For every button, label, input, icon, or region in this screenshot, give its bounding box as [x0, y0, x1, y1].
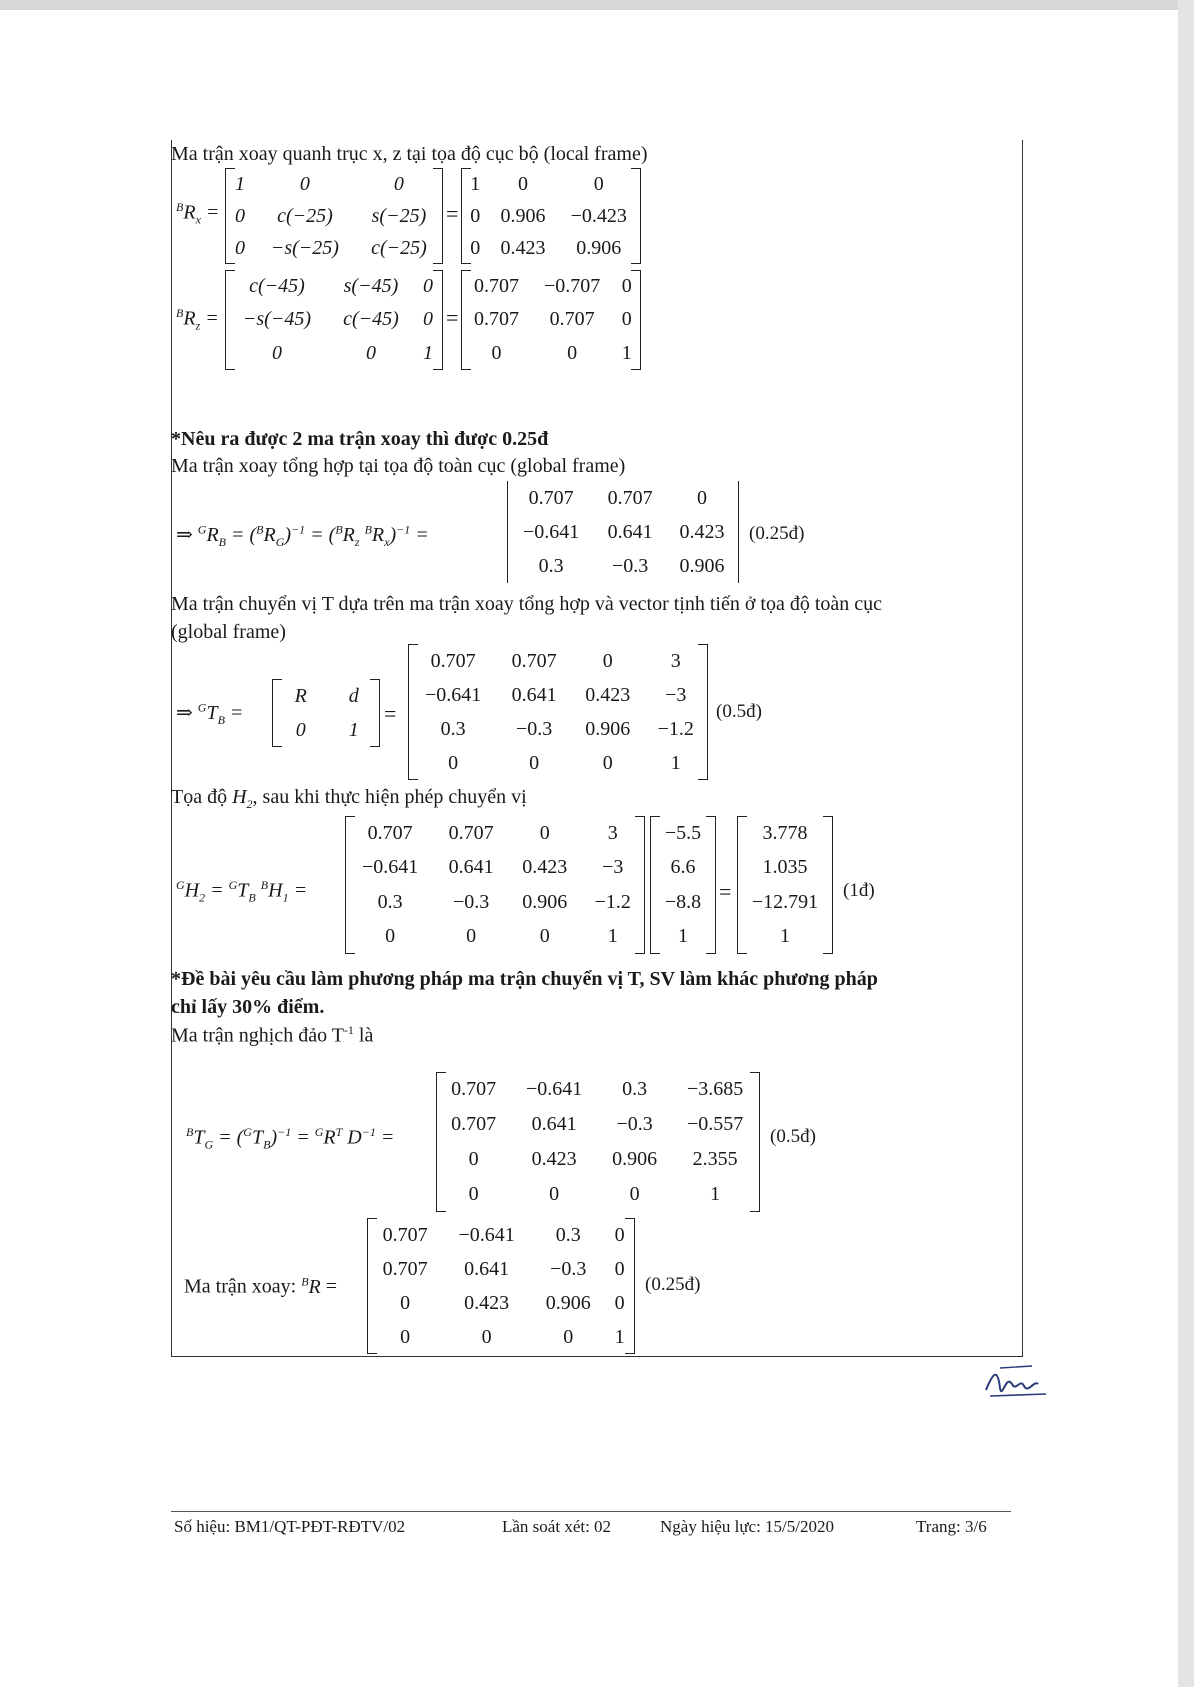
matrix-cell: 0.641	[607, 520, 653, 543]
matrix-cell: −0.3	[616, 1113, 653, 1135]
matrix-cell: c(−45)	[343, 308, 399, 331]
matrix-cell: 0.641	[464, 1257, 510, 1280]
matrix-cell: 1	[621, 341, 632, 364]
matrix-cell: 0	[470, 236, 481, 259]
rz-lhs: $^BR_z$ =	[176, 306, 219, 333]
matrix-cell: 0.707	[607, 486, 653, 509]
matrix-cell: 1	[780, 925, 790, 948]
matrix-cell: 0	[470, 204, 481, 227]
rz-symbolic-matrix	[225, 270, 443, 370]
matrix-cell: 0	[697, 486, 708, 509]
matrix-cell: −0.641	[361, 856, 419, 879]
matrix-cell: 1.035	[762, 856, 808, 879]
matrix-cell: −0.641	[458, 1223, 515, 1246]
heading-global-rotation: Ma trận xoay tổng hợp tại tọa độ toàn cục (global frame)	[171, 455, 626, 477]
rx-lhs: $^BR_x$ =	[176, 200, 220, 227]
matrix-cell: 6.6	[670, 856, 696, 879]
matrix-cell: 0	[400, 1325, 411, 1348]
matrix-cell: 0.3	[377, 890, 403, 913]
matrix-cell: 0.423	[522, 856, 568, 879]
matrix-cell: 0	[468, 1148, 479, 1170]
matrix-cell: 0.423	[531, 1148, 577, 1170]
matrix-cell: 0.707	[451, 1078, 497, 1100]
matrix-cell: 0	[614, 1291, 625, 1314]
matrix-cell: −8.8	[664, 890, 702, 913]
matrix-cell: 0	[629, 1183, 640, 1205]
matrix-cell: 0.906	[576, 236, 622, 259]
h1-vector	[650, 816, 716, 954]
matrix-cell: 0.707	[448, 821, 494, 844]
matrix-cell: R	[294, 684, 307, 707]
matrix-cell: −0.641	[525, 1078, 583, 1100]
matrix-cell: 0	[614, 1223, 625, 1246]
matrix-cell: 1	[607, 925, 618, 948]
matrix-cell: −0.423	[570, 204, 627, 227]
matrix-cell: 0	[271, 341, 282, 364]
matrix-cell: 0.906	[500, 204, 546, 227]
matrix-cell: 0	[602, 649, 613, 672]
matrix-cell: 0.423	[500, 236, 546, 259]
matrix-cell: 0.3	[622, 1078, 648, 1100]
matrix-cell: 0	[234, 204, 245, 227]
footer-doc-number: Số hiệu: BM1/QT-PĐT-RĐTV/02	[174, 1517, 406, 1536]
matrix-cell: −12.791	[751, 890, 819, 913]
tb-block-matrix	[272, 679, 380, 747]
matrix-cell: s(−25)	[371, 204, 427, 227]
matrix-cell: 1	[470, 172, 481, 195]
matrix-cell: 0	[234, 236, 245, 259]
h2-lhs: $^GH_2 = ^GT_B$ $^BH_1$ =	[176, 878, 308, 905]
matrix-cell: 0	[423, 308, 433, 331]
heading-inverse: Ma trận nghịch đảo $T^{-1}$ là	[171, 1023, 374, 1047]
matrix-cell: 0	[295, 718, 306, 741]
matrix-cell: 3	[670, 649, 681, 672]
matrix-cell: 1	[614, 1325, 625, 1348]
matrix-cell: 0	[518, 172, 529, 195]
matrix-cell: 0	[468, 1183, 479, 1205]
matrix-cell: −0.641	[424, 683, 482, 706]
matrix-cell: −1.2	[657, 717, 694, 740]
heading-h2: Tọa độ $H_2$, sau khi thực hiện phép chuyển vị	[171, 786, 527, 811]
rotation-label: Ma trận xoay: $^B$R =	[184, 1274, 338, 1298]
matrix-cell: 0.641	[448, 856, 494, 879]
h2-transform-matrix	[345, 816, 645, 954]
matrix-cell: 0.423	[464, 1291, 510, 1314]
equals-sign: =	[719, 879, 732, 904]
matrix-cell: 0.3	[555, 1223, 581, 1246]
matrix-cell: 0	[539, 821, 550, 844]
matrix-cell: 0.906	[522, 890, 568, 913]
matrix-cell: 0	[614, 1257, 625, 1280]
matrix-cell: c(−25)	[371, 236, 427, 259]
matrix-cell: −0.641	[522, 520, 580, 543]
signature-mark	[980, 1360, 1050, 1406]
note-two-matrices: *Nêu ra được 2 ma trận xoay thì được 0.25đ	[171, 428, 549, 450]
matrix-cell: −5.5	[664, 821, 702, 844]
matrix-cell: 0.3	[538, 554, 564, 577]
matrix-cell: 0.707	[367, 821, 413, 844]
points-rfinal: (0.25đ)	[645, 1274, 701, 1295]
matrix-cell: 0	[539, 925, 550, 948]
matrix-cell: 3	[607, 821, 618, 844]
footer-revision: Lần soát xét: 02	[502, 1517, 612, 1536]
matrix-cell: 1	[348, 718, 359, 741]
matrix-cell: 0	[491, 341, 502, 364]
matrix-cell: −0.557	[686, 1113, 744, 1135]
matrix-cell: −0.3	[550, 1257, 587, 1280]
matrix-cell: 1	[710, 1183, 721, 1205]
matrix-cell: 0	[385, 925, 396, 948]
matrix-cell: 0.423	[585, 683, 631, 706]
matrix-cell: 1	[423, 341, 433, 364]
scan-edge-top	[0, 0, 1194, 10]
matrix-cell: 3.778	[762, 821, 808, 844]
matrix-cell: 0.707	[511, 649, 557, 672]
matrix-cell: 1	[670, 751, 681, 774]
matrix-cell: 0.641	[511, 683, 557, 706]
matrix-cell: 0.707	[451, 1113, 497, 1135]
tb-matrix	[408, 644, 708, 780]
matrix-cell: 0	[481, 1325, 492, 1348]
matrix-cell: 0.423	[679, 520, 725, 543]
tb-lhs: ⇒ $^GT_B$ =	[176, 700, 244, 727]
matrix-cell: −0.3	[611, 554, 649, 577]
matrix-cell: −s(−45)	[242, 308, 311, 331]
points-h2: (1đ)	[843, 880, 875, 901]
matrix-cell: 1	[234, 172, 245, 195]
matrix-cell: 0.707	[549, 308, 595, 331]
footer-page: Trang: 3/6	[916, 1517, 987, 1536]
footer-effective-date: Ngày hiệu lực: 15/5/2020	[660, 1517, 834, 1536]
points-rb: (0.25đ)	[749, 523, 805, 544]
heading-rotation: Ma trận xoay quanh trục x, z tại tọa độ cục bộ (local frame)	[171, 143, 648, 165]
matrix-cell: −0.707	[543, 275, 601, 298]
matrix-cell: 0.906	[545, 1291, 591, 1314]
matrix-cell: 0.906	[612, 1148, 658, 1170]
matrix-cell: 0	[393, 172, 404, 195]
matrix-cell: 0	[423, 275, 433, 298]
equals-sign: =	[446, 305, 459, 330]
matrix-cell: 0	[299, 172, 310, 195]
matrix-cell: 0.707	[382, 1257, 428, 1280]
equals-sign: =	[446, 201, 459, 226]
matrix-cell: −s(−25)	[270, 236, 339, 259]
matrix-cell: 1	[678, 925, 688, 948]
matrix-cell: 0.906	[679, 554, 725, 577]
matrix-cell: 0	[400, 1291, 411, 1314]
matrix-cell: 0	[529, 751, 540, 774]
matrix-cell: 0	[466, 925, 477, 948]
matrix-cell: 0	[593, 172, 604, 195]
rotation-final-matrix	[367, 1218, 635, 1354]
points-tb: (0.5đ)	[716, 701, 762, 722]
matrix-cell: −0.3	[515, 717, 553, 740]
matrix-cell: 0	[621, 308, 632, 331]
scan-edge-right	[1178, 0, 1194, 1687]
matrix-cell: 0.707	[473, 308, 519, 331]
matrix-cell: 0.707	[528, 486, 574, 509]
rx-numeric-matrix	[461, 168, 641, 264]
matrix-cell: −0.3	[452, 890, 490, 913]
matrix-cell: 0.707	[473, 275, 519, 298]
heading-transform-line2: (global frame)	[171, 621, 286, 643]
tinv-matrix	[436, 1072, 760, 1212]
rb-lhs: ⇒ $^GR_B = (^BR_G)^{-1} = (^BR_z$ $^BR_x)^{-1}$ =	[176, 522, 429, 549]
matrix-cell: 0.3	[440, 717, 466, 740]
h2-result-vector	[737, 816, 833, 954]
matrix-cell: 0	[602, 751, 613, 774]
equals-sign: =	[384, 701, 397, 726]
footer-divider	[171, 1511, 1011, 1512]
matrix-cell: 0.707	[382, 1223, 428, 1246]
rx-symbolic-matrix	[225, 168, 443, 264]
matrix-cell: 0	[563, 1325, 574, 1348]
tinv-lhs: $^BT_G = (^GT_B)^{-1} = ^GR^T$ $D^{-1}$ =	[186, 1125, 395, 1152]
matrix-cell: −3	[665, 683, 687, 706]
note-method-line2: chỉ lấy 30% điểm.	[171, 996, 325, 1018]
matrix-cell: 0	[448, 751, 459, 774]
matrix-cell: −1.2	[594, 890, 631, 913]
matrix-cell: 0.641	[531, 1113, 577, 1135]
heading-transform-line1: Ma trận chuyển vị T dựa trên ma trận xoay tổng hợp và vector tịnh tiến ở tọa độ toàn cục	[171, 593, 883, 615]
matrix-cell: c(−45)	[249, 275, 305, 298]
matrix-cell: 2.355	[692, 1148, 738, 1170]
matrix-cell: −3	[602, 856, 624, 879]
matrix-cell: c(−25)	[277, 204, 333, 227]
rz-numeric-matrix	[461, 270, 641, 370]
matrix-cell: s(−45)	[343, 275, 399, 298]
matrix-cell: 0	[365, 341, 376, 364]
matrix-cell: d	[348, 684, 359, 707]
note-method-line1: *Đề bài yêu cầu làm phương pháp ma trận chuyển vị T, SV làm khác phương pháp	[171, 968, 878, 990]
matrix-cell: 0.707	[430, 649, 476, 672]
matrix-cell: 0.906	[585, 717, 631, 740]
points-tinv: (0.5đ)	[770, 1126, 816, 1147]
rb-matrix	[507, 481, 739, 583]
matrix-cell: 0	[621, 275, 632, 298]
matrix-cell: 0	[567, 341, 578, 364]
matrix-cell: 0	[549, 1183, 560, 1205]
matrix-cell: −3.685	[686, 1078, 744, 1100]
